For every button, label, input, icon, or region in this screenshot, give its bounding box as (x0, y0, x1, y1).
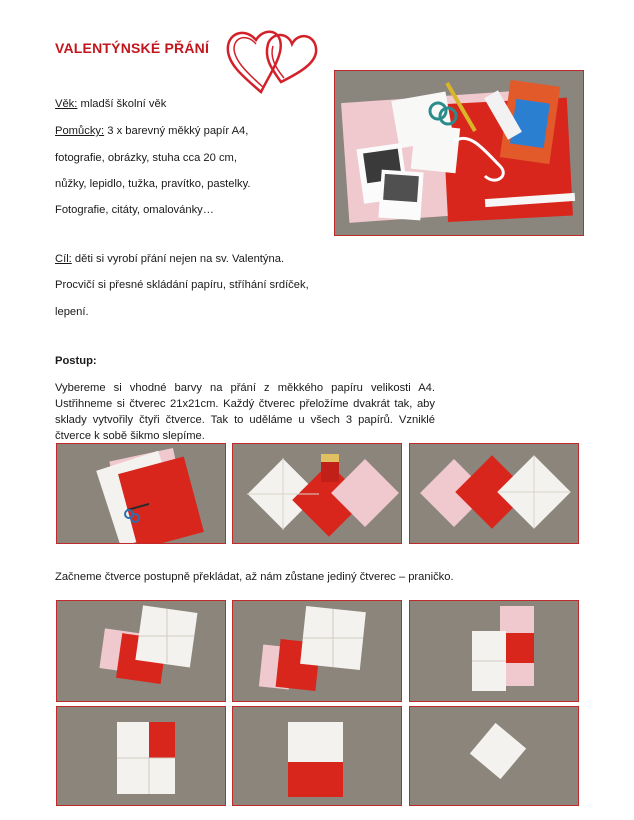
tools-line-2: fotografie, obrázky, stuha cca 20 cm, (55, 152, 237, 164)
goal-line-3: lepení. (55, 306, 89, 318)
age-line (55, 97, 166, 111)
step-photo-6 (409, 600, 579, 702)
hearts-icon (216, 20, 326, 100)
tools-label: Pomůcky: (55, 125, 105, 137)
age-value: mladší školní věk (77, 98, 167, 110)
goal-line-1 (55, 252, 284, 266)
step-photo-9 (409, 706, 579, 806)
tools-line-1 (55, 124, 248, 138)
step-photo-7 (56, 706, 226, 806)
goal-text-1: děti si vyrobí přání nejen na sv. Valentýna. (71, 253, 285, 265)
step-photo-5 (232, 600, 402, 702)
step-photo-8 (232, 706, 402, 806)
goal-label: Cíl: (55, 253, 72, 265)
tools-text-1: 3 x barevný měkký papír A4, (104, 125, 249, 137)
procedure-heading: Postup: (55, 355, 97, 367)
supplies-photo (334, 70, 584, 236)
age-label: Věk: (55, 98, 78, 110)
procedure-paragraph-2: Začneme čtverce postupně překládat, až nám zůstane jediný čtverec – praničko. (55, 571, 454, 583)
page-title: VALENTÝNSKÉ PŘÁNÍ (55, 40, 210, 56)
tools-line-3: nůžky, lepidlo, tužka, pravítko, pastelky. (55, 178, 251, 190)
step-photo-3 (409, 443, 579, 544)
step-photo-4 (56, 600, 226, 702)
tools-line-4: Fotografie, citáty, omalovánky… (55, 204, 214, 216)
step-photo-1 (56, 443, 226, 544)
goal-line-2: Procvičí si přesné skládání papíru, stříhání srdíček, (55, 279, 309, 291)
step-photo-2 (232, 443, 402, 544)
procedure-paragraph-1: Vybereme si vhodné barvy na přání z měkkého papíru velikosti A4. Ustřihneme si čtverec 21x21cm. Každý čtverec přeložíme dvakrát tak, aby sklady vytvořily čtyři čtverce. Tak to uděláme u všech 3 papírů. Vzniklé čtverce k sobě šikmo slepíme. (55, 382, 435, 442)
